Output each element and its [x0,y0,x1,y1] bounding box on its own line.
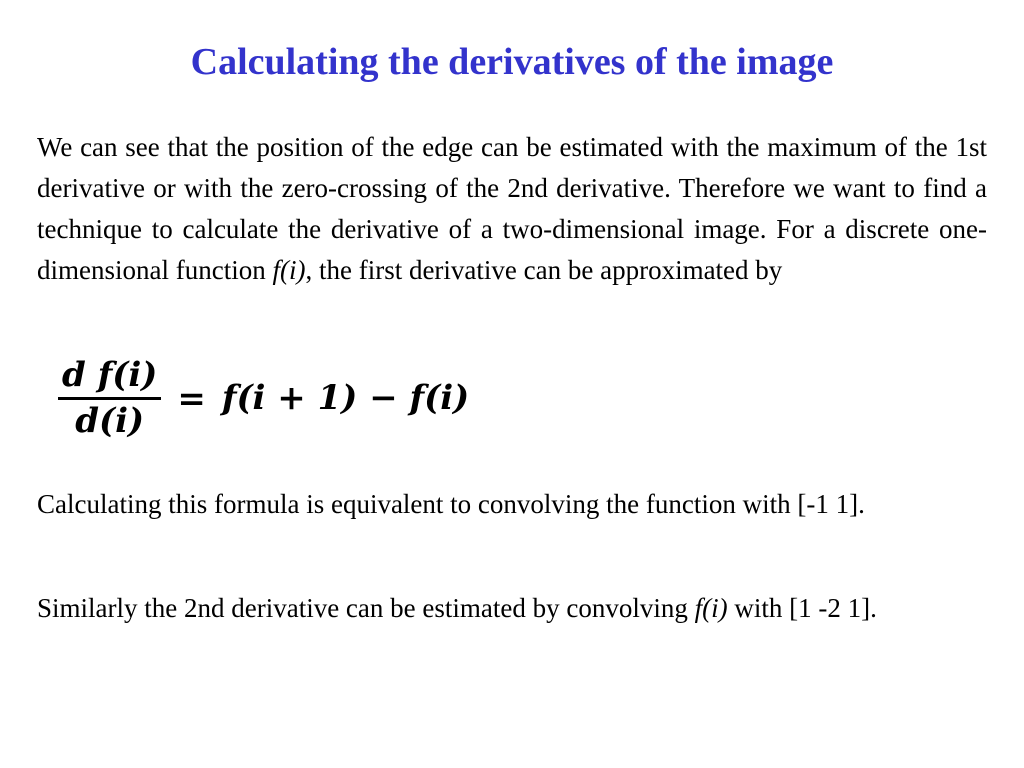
intro-paragraph-lead: We can see that the position of the edge can be estimated with the maximum of the 1st derivative or with the zero-crossing of the 2nd derivative. Therefore we want to find a technique to calculate the derivative of a two-dimensional image. For a discrete one-dimensional function [37,132,987,285]
function-symbol: f(i) [272,255,306,285]
formula-denominator: d(i) [75,401,145,442]
function-symbol-2: f(i) [694,593,728,623]
second-derivative-lead: Similarly the 2nd derivative can be estimated by convolving [37,593,695,623]
convolution-paragraph: Calculating this formula is equivalent to convolving the function with [-1 1]. [37,489,865,519]
intro-paragraph [37,127,987,291]
equals-sign: = [177,378,206,419]
second-derivative-paragraph [37,588,961,629]
formula-right-side: f(i + 1) − f(i) [221,378,470,419]
formula-numerator: d f(i) [62,355,158,395]
intro-paragraph-tail: , the first derivative can be approximated by [305,255,783,285]
second-derivative-tail: with [1 -2 1]. [727,593,877,623]
derivative-formula [58,356,469,441]
formula-fraction [58,356,161,441]
slide-title: Calculating the derivatives of the image [190,41,834,83]
